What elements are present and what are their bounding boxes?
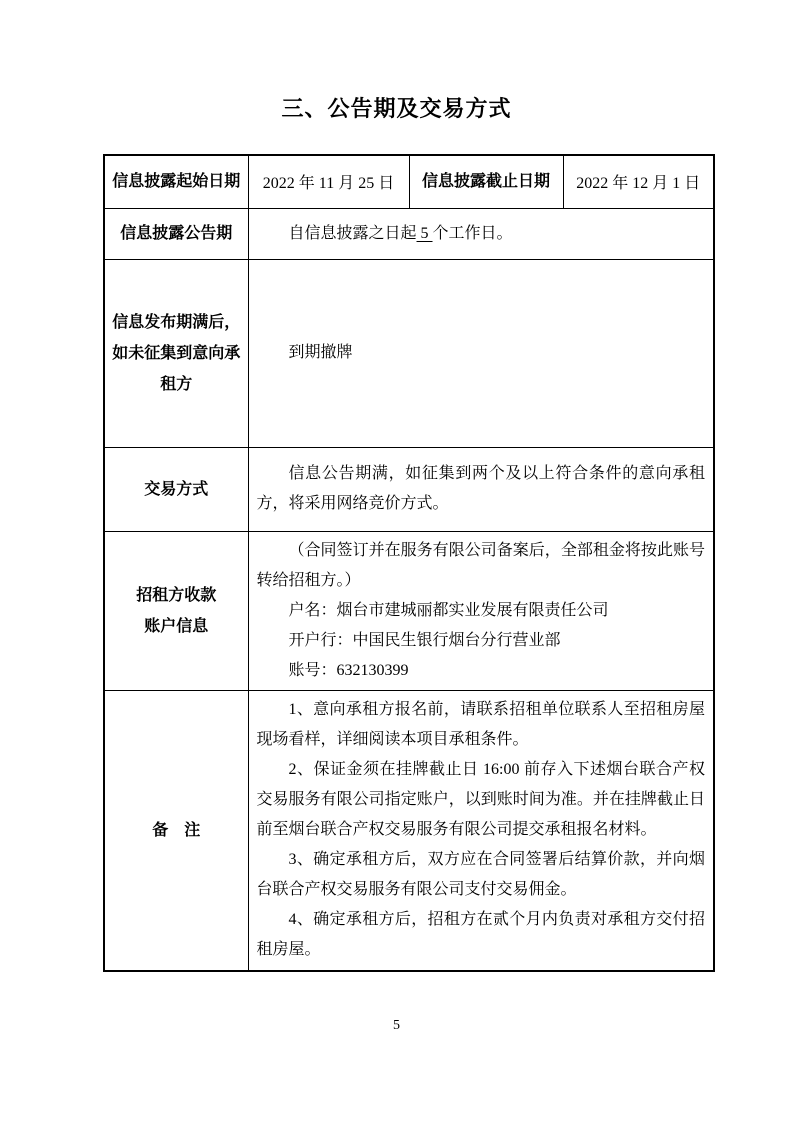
table-row: [104, 259, 714, 447]
announcement-period-suffix: 个工作日。: [432, 224, 513, 242]
underlined-working-days: 5: [416, 224, 433, 242]
table-row: [104, 531, 714, 690]
trade-method-text: 信息公告期满，如征集到两个及以上符合条件的意向承租方，将采用网络竞价方式。: [256, 465, 705, 512]
disclosure-start-label: 信息披露起始日期: [104, 155, 248, 208]
page-number: 5: [393, 1018, 400, 1033]
account-number: 账号：632130399: [288, 661, 409, 679]
account-info-label: [104, 531, 248, 690]
disclosure-start-date: 2022 年 11 月 25 日: [248, 155, 409, 208]
trade-method-label: 交易方式: [104, 447, 248, 531]
table-row: [104, 155, 714, 208]
announcement-period-label: 信息披露公告期: [104, 208, 248, 259]
remark-item-3: 3、确定承租方后，双方应在合同签署后结算价款，并向烟台联合产权交易服务有限公司支付交易佣金。: [256, 851, 705, 899]
remark-item-2: 2、保证金须在挂牌截止日 16:00 前存入下述烟台联合产权交易服务有限公司指定账户，以到账时间为准。并在挂牌截止日前至烟台联合产权交易服务有限公司提交承租报名材料。: [256, 761, 705, 839]
disclosure-end-label: 信息披露截止日期: [409, 155, 563, 208]
account-info-label-line1: 招租方收款: [136, 586, 217, 604]
remark-item-1: 1、意向承租方报名前，请联系招租单位联系人至招租房屋现场看样，详细阅读本项目承租条件。: [256, 701, 705, 749]
remarks-label: 备 注: [104, 690, 248, 971]
disclosure-end-date: 2022 年 12 月 1 日: [563, 155, 714, 208]
announcement-period-value: [248, 208, 714, 259]
no-tenant-value: [248, 259, 714, 447]
account-info-value: [248, 531, 714, 690]
announcement-period-prefix: 自信息披露之日起: [288, 224, 417, 242]
account-holder-name: 户名：烟台市建城丽都实业发展有限责任公司: [288, 601, 609, 619]
account-note: （合同签订并在服务有限公司备案后，全部租金将按此账号转给招租方。）: [256, 541, 705, 589]
announcement-period-text: [257, 219, 706, 249]
account-bank: 开户行：中国民生银行烟台分行营业部: [288, 631, 561, 649]
no-tenant-label: 信息发布期满后，如未征集到意向承租方: [104, 259, 248, 447]
account-info-label-line2: 账户信息: [144, 617, 209, 635]
table-row: [104, 208, 714, 259]
remark-item-4: 4、确定承租方后，招租方在贰个月内负责对承租方交付招租房屋。: [256, 911, 705, 959]
announcement-table: [103, 154, 715, 972]
trade-method-value: [248, 447, 714, 531]
no-tenant-text: 到期撤牌: [288, 344, 353, 361]
remarks-value: [248, 690, 714, 971]
page-title: 三、公告期及交易方式: [281, 96, 512, 121]
table-row: [104, 447, 714, 531]
table-row: [104, 690, 714, 971]
